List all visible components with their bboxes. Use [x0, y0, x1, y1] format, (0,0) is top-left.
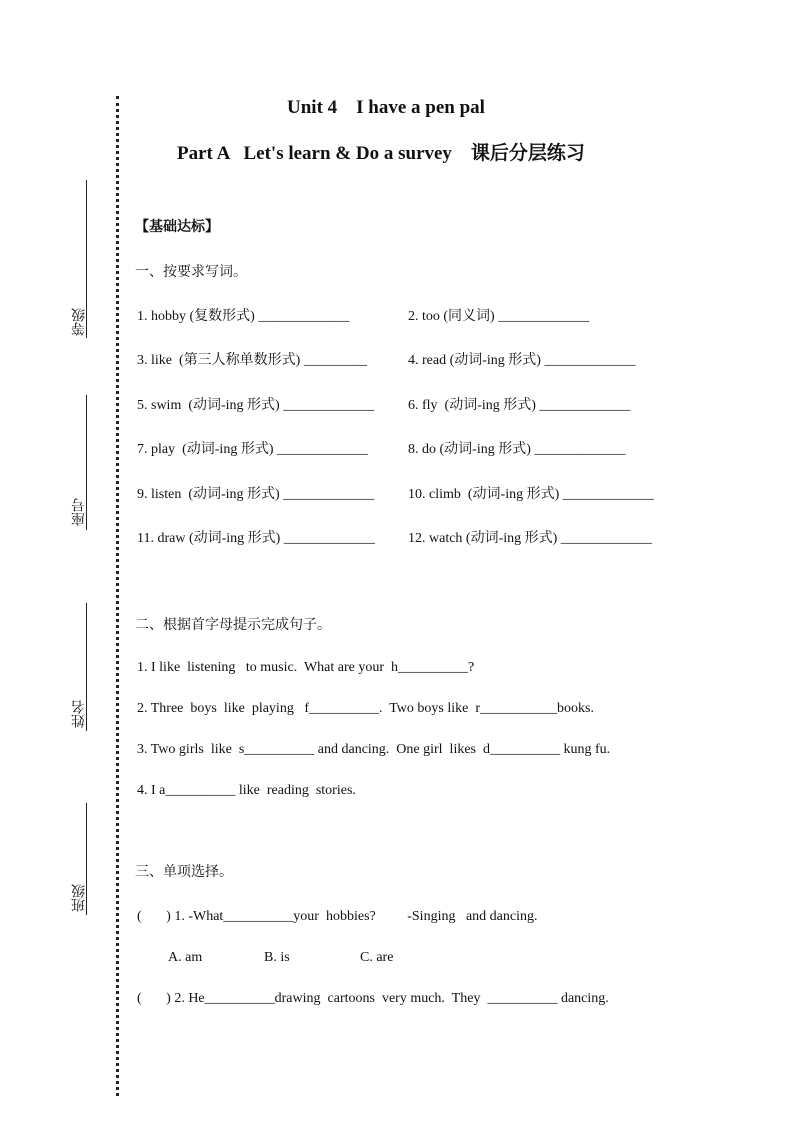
section1-item: 6. fly (动词-ing 形式) _____________ [408, 398, 631, 413]
section2-item: 4. I a__________ like reading stories. [137, 783, 356, 798]
section1-item: 4. read (动词-ing 形式) _____________ [408, 353, 636, 368]
margin-label-name: 姓名 [71, 700, 87, 728]
level-tag: 【基础达标】 [135, 219, 219, 235]
section2-heading: 二、根据首字母提示完成句子。 [135, 617, 331, 633]
section1-item: 5. swim (动词-ing 形式) _____________ [137, 398, 375, 413]
worksheet-title: Unit 4 I have a pen pal [287, 97, 485, 118]
section1-item: 12. watch (动词-ing 形式) _____________ [408, 531, 652, 546]
section1-item: 2. too (同义词) _____________ [408, 309, 590, 324]
option-b: B. is [264, 950, 290, 965]
option-a: A. am [168, 950, 203, 965]
section2-item: 1. I like listening to music. What are your h__________? [137, 660, 475, 675]
section1-item: 1. hobby (复数形式) _____________ [137, 309, 350, 324]
binding-dotted-line [116, 96, 119, 1096]
section3-question-1: ( ) 1. -What__________your hobbies? -Singing and dancing. [137, 909, 538, 924]
margin-label-seat: 座号 [71, 498, 87, 526]
section3-heading: 三、单项选择。 [135, 864, 233, 880]
section2-item: 3. Two girls like s__________ and dancing. One girl likes d__________ kung fu. [137, 742, 611, 757]
section2-item: 2. Three boys like playing f__________. Two boys like r___________books. [137, 701, 594, 716]
section1-heading: 一、按要求写词。 [135, 264, 247, 280]
worksheet-subtitle: Part A Let's learn & Do a survey 课后分层练习 [177, 143, 585, 164]
section1-item: 11. draw (动词-ing 形式) _____________ [137, 531, 375, 546]
section1-item: 9. listen (动词-ing 形式) _____________ [137, 487, 375, 502]
section3-question-2: ( ) 2. He__________drawing cartoons very much. They __________ dancing. [137, 991, 609, 1006]
section1-item: 3. like (第三人称单数形式) _________ [137, 353, 367, 368]
option-c: C. are [360, 950, 394, 965]
section1-item: 7. play (动词-ing 形式) _____________ [137, 442, 368, 457]
section1-item: 10. climb (动词-ing 形式) _____________ [408, 487, 654, 502]
margin-label-grade: 等级 [71, 308, 87, 336]
section1-item: 8. do (动词-ing 形式) _____________ [408, 442, 626, 457]
margin-label-class: 班级 [71, 884, 87, 912]
